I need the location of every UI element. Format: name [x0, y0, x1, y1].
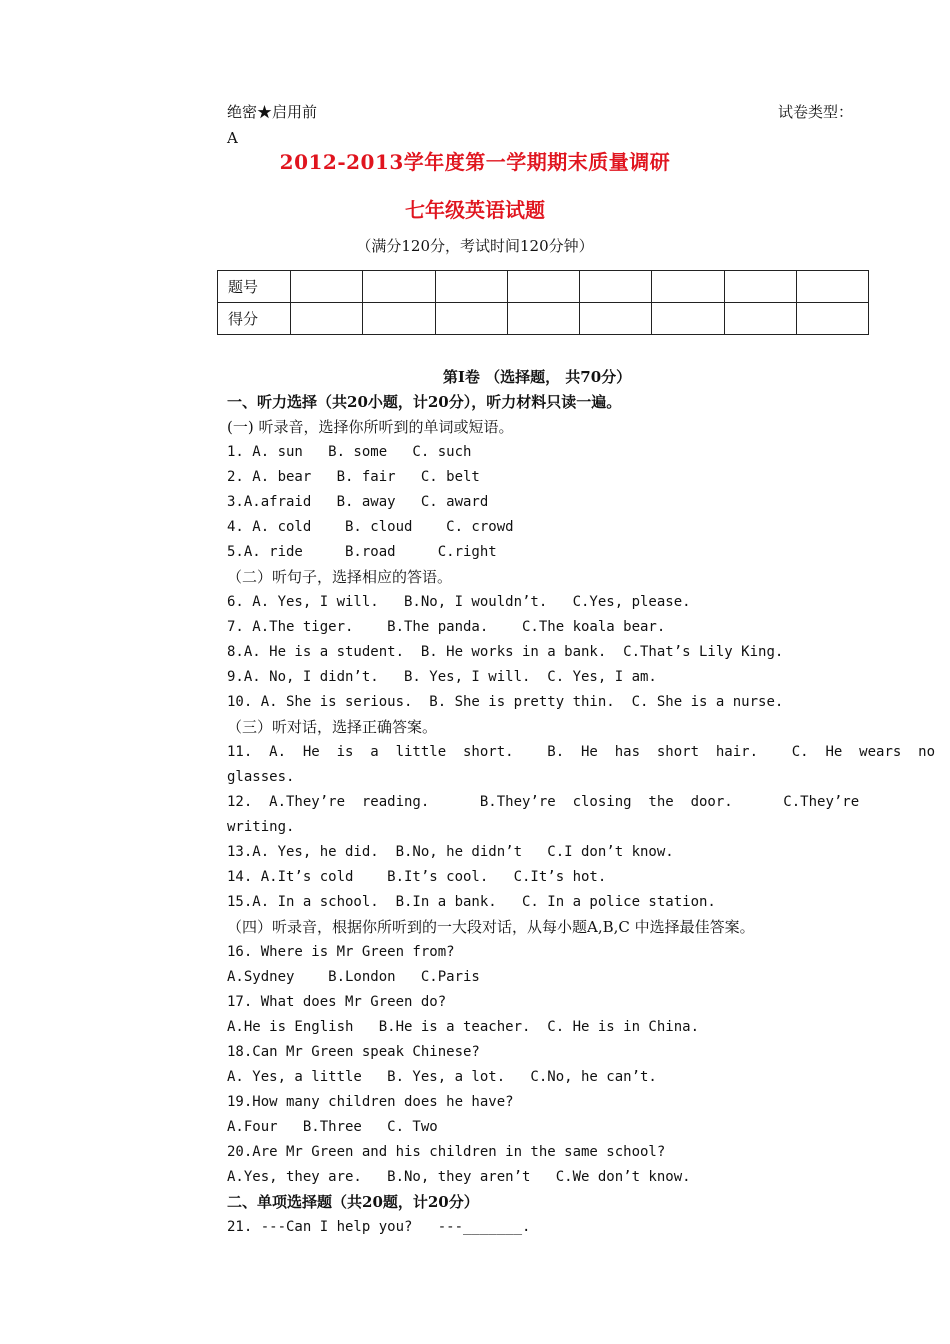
- score-cell: [724, 271, 796, 303]
- sub-heading: (一) 听录音，选择你所听到的单词或短语。: [227, 418, 514, 436]
- question: 2. A. bear B. fair C. belt: [227, 469, 480, 485]
- score-table: [217, 270, 869, 335]
- question: 21. ---Can I help you? ---_______.: [227, 1219, 531, 1235]
- score-cell: [507, 271, 579, 303]
- score-cell: [435, 303, 507, 335]
- exam-body: [227, 365, 936, 1240]
- score-cell: [580, 271, 652, 303]
- section-heading: 一、听力选择（共20小题，计20分），听力材料只读一遍。: [227, 393, 622, 411]
- sub-heading: （四）听录音，根据你所听到的一大段对话，从每小题A,B,C 中选择最佳答案。: [227, 918, 755, 936]
- question: 20.Are Mr Green and his children in the same school?: [227, 1144, 666, 1160]
- question-options: A.He is English B.He is a teacher. C. He is in China.: [227, 1019, 700, 1035]
- paper-type-label: 试卷类型：: [777, 103, 853, 121]
- question: 11. A. He is a little short. B. He has short hair. C. He wears no: [227, 744, 936, 760]
- question-continued: glasses.: [227, 769, 295, 785]
- score-cell: [580, 303, 652, 335]
- score-cell: [724, 303, 796, 335]
- question: 6. A. Yes, I will. B.No, I wouldn’t. C.Yes, please.: [227, 594, 691, 610]
- score-cell: [435, 271, 507, 303]
- score-table-row: [218, 303, 869, 335]
- score-label: 得分: [218, 303, 291, 335]
- paper-type-value: A: [227, 129, 238, 147]
- exam-title: 2012-2013学年度第一学期期末质量调研: [279, 150, 671, 174]
- question-options: A.Yes, they are. B.No, they aren’t C.We don’t know.: [227, 1169, 691, 1185]
- confidential-label: 绝密★启用前: [227, 103, 318, 121]
- exam-score-time: （满分120分，考试时间120分钟）: [356, 237, 594, 255]
- score-table-row: [218, 271, 869, 303]
- question-options: A.Sydney B.London C.Paris: [227, 969, 480, 985]
- question: 18.Can Mr Green speak Chinese?: [227, 1044, 480, 1060]
- question: 15.A. In a school. B.In a bank. C. In a police station.: [227, 894, 716, 910]
- score-cell: [796, 271, 868, 303]
- question-options: A.Four B.Three C. Two: [227, 1119, 438, 1135]
- question: 5.A. ride B.road C.right: [227, 544, 497, 560]
- question: 12. A.They’re reading. B.They’re closing the door. C.They’re: [227, 794, 860, 810]
- question: 19.How many children does he have?: [227, 1094, 514, 1110]
- exam-subject-title: 七年级英语试题: [405, 198, 545, 222]
- score-cell: [363, 271, 435, 303]
- question: 10. A. She is serious. B. She is pretty thin. C. She is a nurse.: [227, 694, 784, 710]
- section-heading: 二、单项选择题（共20题，计20分）: [227, 1193, 479, 1211]
- score-cell: [363, 303, 435, 335]
- score-cell: [652, 271, 724, 303]
- question: 7. A.The tiger. B.The panda. C.The koala bear.: [227, 619, 666, 635]
- score-cell: [652, 303, 724, 335]
- question: 14. A.It’s cold B.It’s cool. C.It’s hot.: [227, 869, 607, 885]
- score-cell: [291, 271, 363, 303]
- score-cell: [291, 303, 363, 335]
- question-options: A. Yes, a little B. Yes, a lot. C.No, he can’t.: [227, 1069, 657, 1085]
- question: 3.A.afraid B. away C. award: [227, 494, 489, 510]
- sub-heading: （二）听句子，选择相应的答语。: [227, 568, 453, 586]
- part-title: 第Ⅰ卷 （选择题， 共70分）: [442, 368, 632, 386]
- question: 8.A. He is a student. B. He works in a bank. C.That’s Lily King.: [227, 644, 784, 660]
- sub-heading: （三）听对话，选择正确答案。: [227, 718, 438, 736]
- score-cell: [796, 303, 868, 335]
- question: 13.A. Yes, he did. B.No, he didn’t C.I don’t know.: [227, 844, 674, 860]
- question: 16. Where is Mr Green from?: [227, 944, 455, 960]
- question: 4. A. cold B. cloud C. crowd: [227, 519, 514, 535]
- question-number-label: 题号: [218, 271, 291, 303]
- question: 1. A. sun B. some C. such: [227, 444, 472, 460]
- question-continued: writing.: [227, 819, 295, 835]
- question: 9.A. No, I didn’t. B. Yes, I will. C. Yes, I am.: [227, 669, 657, 685]
- score-cell: [507, 303, 579, 335]
- question: 17. What does Mr Green do?: [227, 994, 447, 1010]
